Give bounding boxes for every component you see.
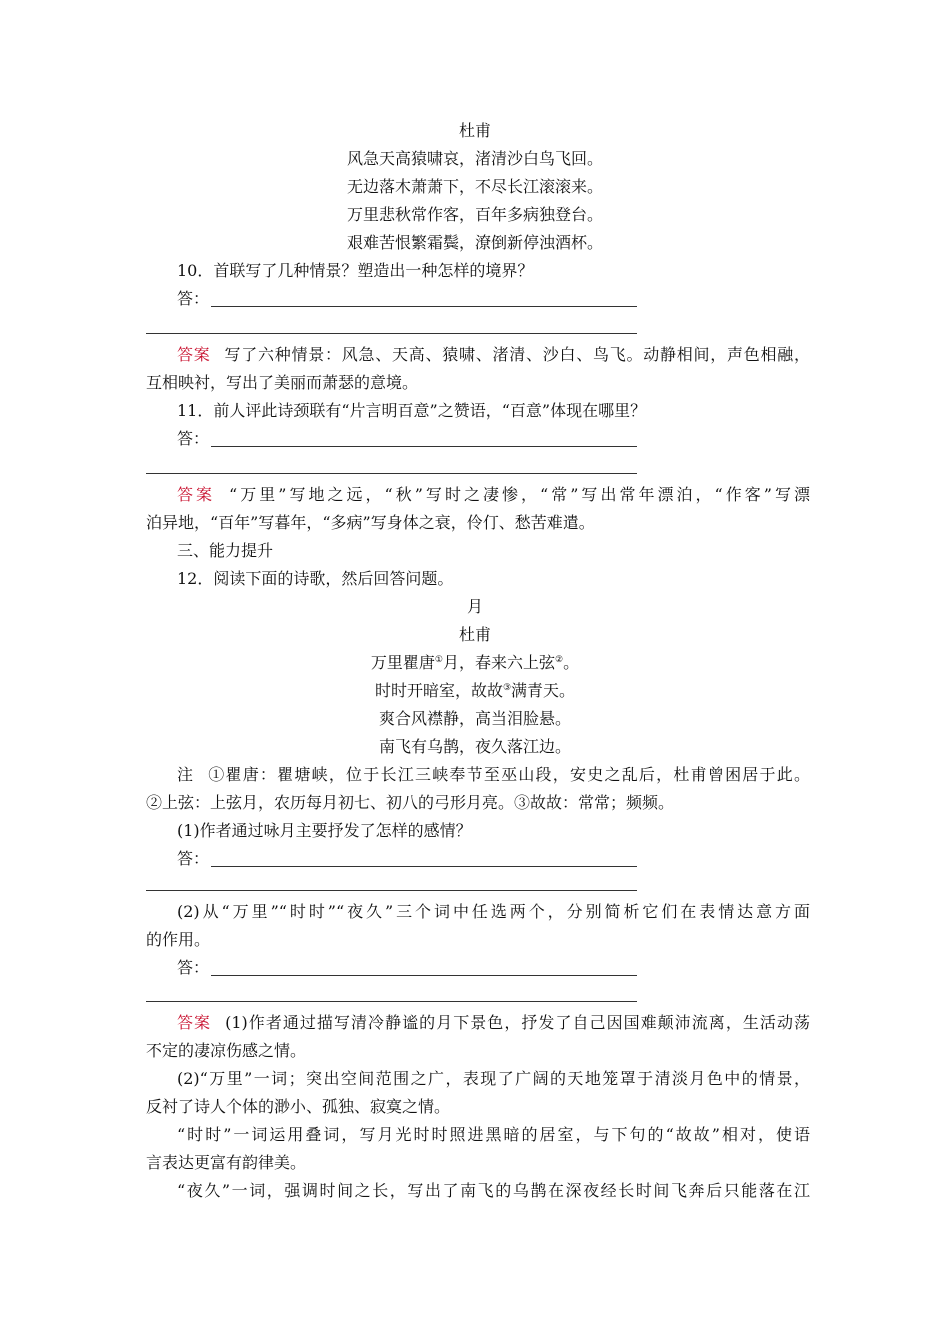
section-heading: 三、能力提升: [177, 541, 274, 560]
answer-12-2-line2: 反衬了诗人个体的渺小、孤独、寂寞之情。: [146, 1097, 451, 1116]
poem-line: 风急天高猿啸哀，渚清沙白鸟飞回。: [346, 149, 603, 168]
answer-12-1-line1: [177, 1013, 810, 1033]
answer-prefix: 答：: [177, 289, 210, 308]
poem-author: 杜甫: [458, 625, 491, 644]
answer-12-1-line2: 不定的凄凉伤感之情。: [146, 1041, 307, 1060]
answer-blank-line[interactable]: [211, 866, 637, 867]
poem-line: 万里悲秋常作客，百年多病独登台。: [346, 205, 603, 224]
footnote-marker: ①: [434, 655, 443, 665]
answer-prefix: 答：: [177, 849, 210, 868]
answer-blank-line[interactable]: [211, 446, 637, 447]
footnote-marker: ②: [555, 655, 564, 665]
answer-12-4-line1: “夜久”一词，强调时间之长，写出了南飞的乌鹊在深夜经长时间飞奔后只能落在江: [177, 1181, 810, 1200]
answer-label: 答案: [177, 485, 216, 504]
question-10: 10．首联写了几种情景？塑造出一种怎样的境界？: [177, 261, 534, 280]
question-12-intro: 12．阅读下面的诗歌，然后回答问题。: [177, 569, 454, 588]
answer-label: 答案: [177, 345, 211, 364]
answer-text: (1)作者通过描写清冷静谧的月下景色，抒发了自己因国难颠沛流离，生活动荡: [225, 1013, 810, 1032]
question-11: 11．前人评此诗颈联有“片言明百意”之赞语，“百意”体现在哪里？: [177, 401, 647, 420]
answer-prefix: 答：: [177, 429, 210, 448]
poem-line: 爽合风襟静，高当泪脸悬。: [378, 709, 571, 728]
poem-text: 满青天。: [511, 681, 576, 700]
answer-blank-line[interactable]: [211, 306, 637, 307]
sub-question-1: (1)作者通过咏月主要抒发了怎样的感情？: [177, 821, 472, 840]
footnote-marker: ③: [502, 683, 512, 693]
answer-10-line2: 互相映衬，写出了美丽而萧瑟的意境。: [146, 373, 419, 392]
answer-11-line2: 泊异地，“百年”写暮年，“多病”写身体之衰，伶仃、愁苦难遣。: [146, 513, 595, 532]
sub-question-2-line2: 的作用。: [146, 930, 211, 949]
answer-10-line1: [177, 345, 810, 365]
poem-text: 时时开暗室，故故: [374, 681, 503, 700]
poem-title: 月: [466, 597, 483, 616]
answer-blank-line[interactable]: [146, 333, 637, 334]
answer-12-2-line1: (2)“万里”一词；突出空间范围之广，表现了广阔的天地笼罩于清淡月色中的情景，: [177, 1069, 810, 1088]
poem-line: [0, 653, 950, 673]
answer-11-line1: [177, 485, 810, 505]
answer-12-3-line2: 言表达更富有韵律美。: [146, 1153, 307, 1172]
note-line1: [177, 765, 810, 785]
poem-text: 月，春来六上弦: [442, 653, 555, 672]
poem-author: 杜甫: [458, 121, 491, 140]
poem-line: 南飞有乌鹊，夜久落江边。: [378, 737, 571, 756]
answer-12-3-line1: “时时”一词运用叠词，写月光时时照进黑暗的居室，与下句的“故故”相对，使语: [177, 1125, 810, 1144]
answer-label: 答案: [177, 1013, 212, 1032]
answer-blank-line[interactable]: [146, 473, 637, 474]
poem-text: 万里瞿唐: [370, 653, 435, 672]
note-line2: ②上弦：上弦月，农历每月初七、初八的弓形月亮。③故故：常常；频频。: [146, 793, 675, 812]
note-label: 注: [177, 765, 195, 784]
sub-question-2-line1: (2)从“万里”“时时”“夜久”三个词中任选两个，分别简析它们在表情达意方面: [177, 902, 810, 921]
answer-blank-line[interactable]: [146, 1001, 637, 1002]
poem-text: 。: [563, 653, 580, 672]
answer-prefix: 答：: [177, 958, 210, 977]
poem-line: 艰难苦恨繁霜鬓，潦倒新停浊酒杯。: [346, 233, 603, 252]
answer-text: 写了六种情景：风急、天高、猿啸、渚清、沙白、鸟飞。动静相间，声色相融，: [224, 345, 810, 364]
answer-blank-line[interactable]: [146, 890, 637, 891]
answer-text: “万里”写地之远，“秋”写时之凄惨，“常”写出常年漂泊，“作客”写漂: [229, 485, 810, 504]
poem-line: 无边落木萧萧下，不尽长江滚滚来。: [346, 177, 603, 196]
note-text: ①瞿唐：瞿塘峡，位于长江三峡奉节至巫山段，安史之乱后，杜甫曾困居于此。: [208, 765, 810, 784]
poem-line: [0, 681, 950, 701]
answer-blank-line[interactable]: [211, 975, 637, 976]
